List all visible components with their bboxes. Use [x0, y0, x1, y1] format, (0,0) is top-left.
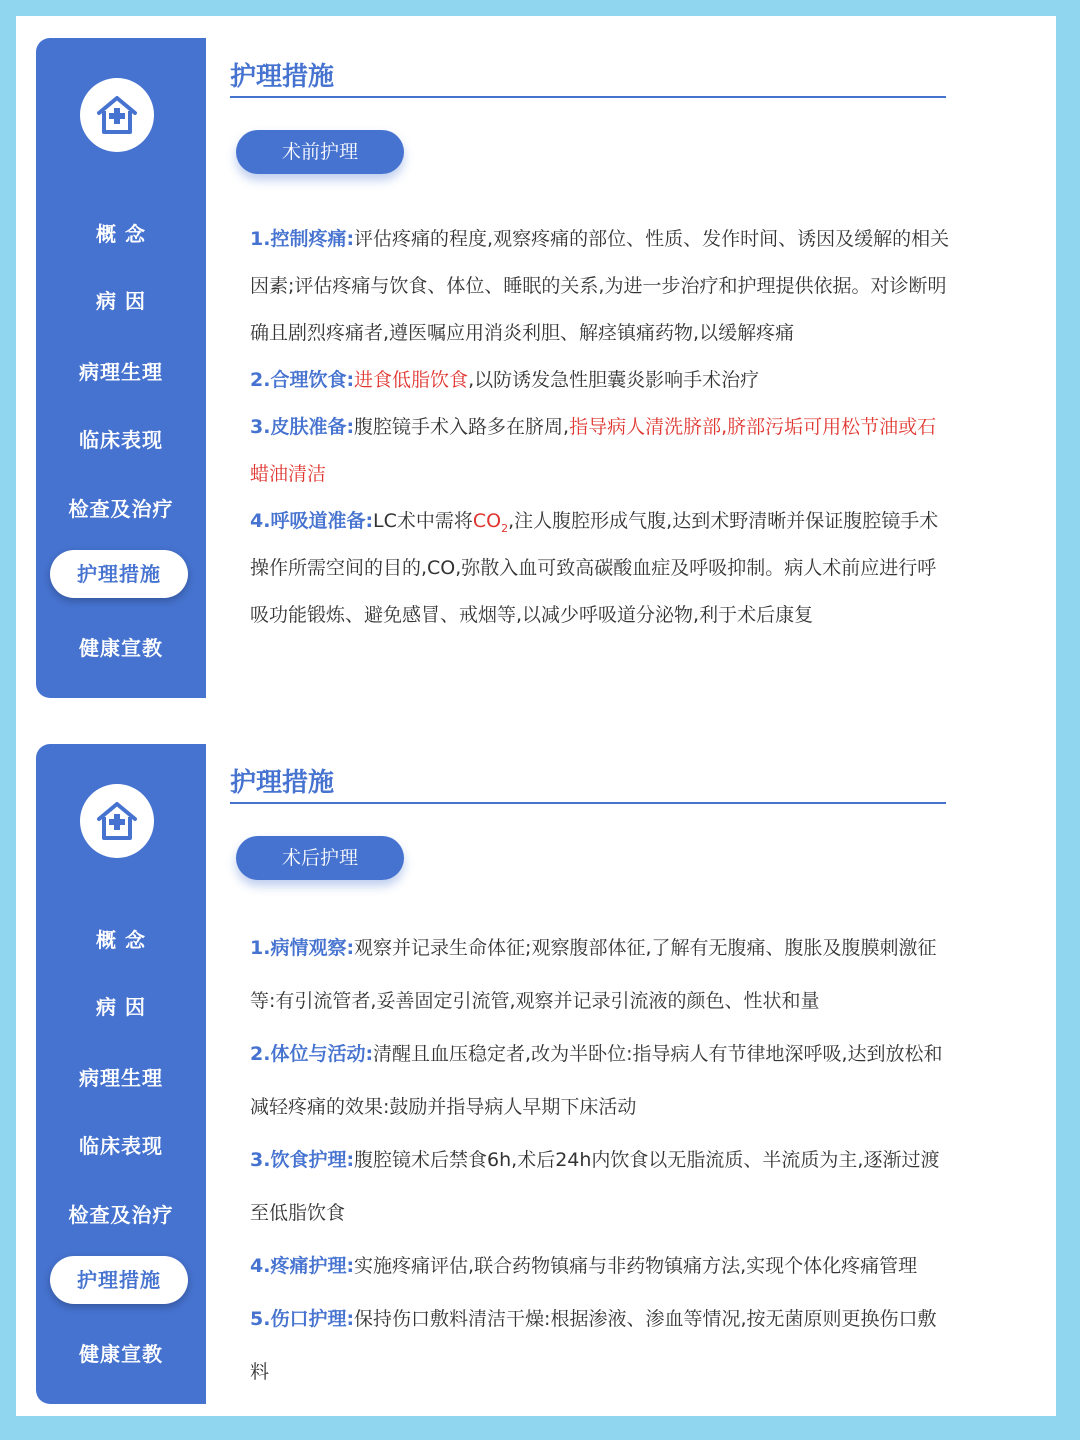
heading-divider [230, 802, 946, 804]
section-heading: 护理措施 [230, 62, 335, 92]
paragraph [250, 404, 950, 498]
item-text: 保持伤口敷料清洁干燥:根据渗液、渗血等情况,按无菌原则更换伤口敷料 [250, 1308, 937, 1383]
paragraph [250, 1134, 950, 1240]
item-text: LC术中需将 [373, 510, 473, 532]
preoperative-card [36, 38, 1046, 698]
highlight-text: 进食低脂饮食 [354, 369, 469, 391]
item-text: 清醒且血压稳定者,改为半卧位:指导病人有节律地深呼吸,达到放松和减轻疼痛的效果:鼓励并指导病人早期下床活动 [250, 1043, 943, 1118]
page-frame [16, 16, 1056, 1416]
item-label: 4.呼吸道准备: [250, 510, 374, 532]
item-label: 2.合理饮食: [250, 369, 355, 391]
section-heading: 护理措施 [230, 768, 335, 798]
paragraph [250, 216, 950, 357]
hospital-house-icon [95, 799, 139, 843]
nav-item-pathophysiology[interactable]: 病理生理 [79, 360, 163, 384]
nav-item-concept[interactable]: 概 念 [96, 928, 146, 952]
preop-content [250, 216, 950, 639]
subsection-pill[interactable]: 术后护理 [236, 836, 404, 880]
item-text: 评估疼痛的程度,观察疼痛的部位、性质、发作时间、诱因及缓解的相关因素;评估疼痛与饮食、体位、睡眠的关系,为进一步治疗和护理提供依据。对诊断明确且剧烈疼痛者,遵医嘱应用消炎利胆、解痉镇痛药物,以缓解疼痛 [250, 228, 950, 344]
nav-item-nursing-active[interactable]: 护理措施 [50, 550, 188, 598]
item-text: ,注人腹腔形成气腹,达到术野清晰并保证腹腔镜手术操作所需空间的目的,CO,弥散入血可致高碳酸血症及呼吸抑制。病人术前应进行呼吸功能锻炼、避免感冒、戒烟等,以减少呼吸道分泌物,利于术后康复 [250, 510, 939, 626]
item-text: 观察并记录生命体征;观察腹部体征,了解有无腹痛、腹胀及腹膜刺激征等:有引流管者,妥善固定引流管,观察并记录引流液的颜色、性状和量 [250, 937, 937, 1012]
paragraph [250, 922, 950, 1028]
item-text: 腹腔镜手术入路多在脐周, [354, 416, 570, 438]
paragraph [250, 1240, 950, 1293]
item-text: 腹腔镜术后禁食6h,术后24h内饮食以无脂流质、半流质为主,逐渐过渡至低脂饮食 [250, 1149, 940, 1224]
paragraph [250, 498, 950, 639]
item-text: ,以防诱发急性胆囊炎影响手术治疗 [468, 369, 760, 391]
postop-content [250, 922, 950, 1399]
nav-item-clinical[interactable]: 临床表现 [79, 428, 163, 452]
nav-item-education[interactable]: 健康宣教 [79, 636, 163, 660]
item-label: 3.饮食护理: [250, 1149, 355, 1171]
nav-item-etiology[interactable]: 病 因 [96, 995, 146, 1019]
home-badge[interactable] [80, 78, 154, 152]
nav-item-clinical[interactable]: 临床表现 [79, 1134, 163, 1158]
paragraph [250, 1028, 950, 1134]
sidebar [36, 38, 206, 698]
item-label: 1.控制疼痛: [250, 228, 355, 250]
nav-item-concept[interactable]: 概 念 [96, 222, 146, 246]
nav-item-examination[interactable]: 检查及治疗 [68, 497, 174, 521]
item-label: 2.体位与活动: [250, 1043, 374, 1065]
postoperative-card [36, 744, 1046, 1404]
item-label: 3.皮肤准备: [250, 416, 355, 438]
item-text: 实施疼痛评估,联合药物镇痛与非药物镇痛方法,实现个体化疼痛管理 [354, 1255, 918, 1277]
paragraph [250, 357, 950, 404]
nav-item-pathophysiology[interactable]: 病理生理 [79, 1066, 163, 1090]
item-label: 1.病情观察: [250, 937, 355, 959]
nav-item-etiology[interactable]: 病 因 [96, 289, 146, 313]
nav-item-nursing-active[interactable]: 护理措施 [50, 1256, 188, 1304]
subsection-pill[interactable]: 术前护理 [236, 130, 404, 174]
home-badge[interactable] [80, 784, 154, 858]
nav-item-education[interactable]: 健康宣教 [79, 1342, 163, 1366]
hospital-house-icon [95, 93, 139, 137]
highlight-text: 指导病人清洗脐部,脐部污垢可用松节油或石蜡油清洁 [250, 416, 937, 485]
co2-formula: $CO_2$ [472, 510, 509, 535]
nav-item-examination[interactable]: 检查及治疗 [68, 1203, 174, 1227]
sidebar [36, 744, 206, 1404]
paragraph [250, 1293, 950, 1399]
heading-divider [230, 96, 946, 98]
item-label: 4.疼痛护理: [250, 1255, 355, 1277]
item-label: 5.伤口护理: [250, 1308, 355, 1330]
